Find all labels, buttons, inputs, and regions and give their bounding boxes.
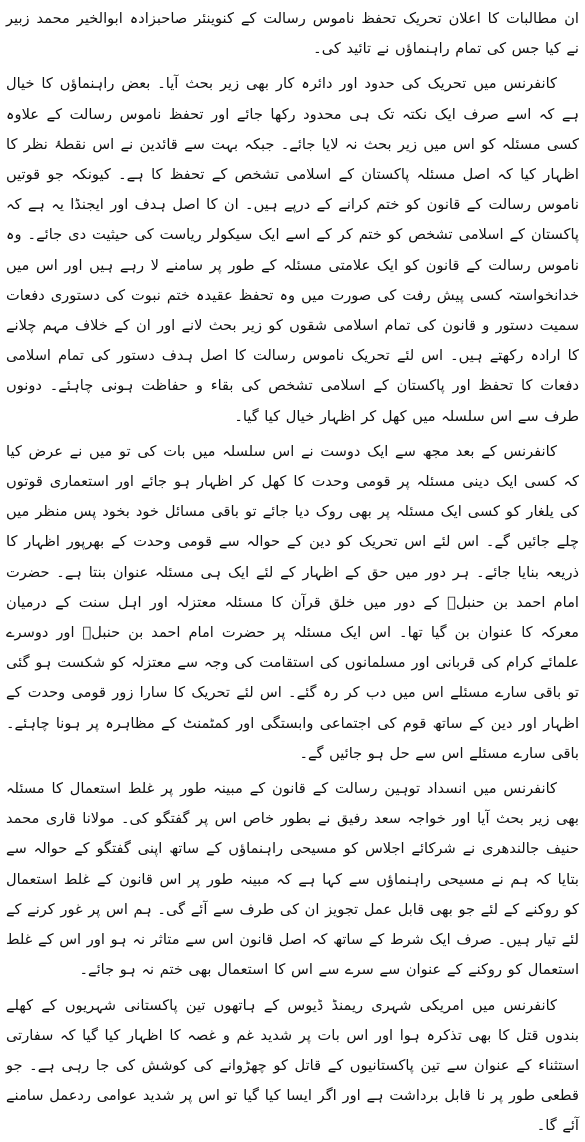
paragraph-raymond-davis: کانفرنس میں امریکی شہری ریمنڈ ڈیوس کے ہاتھوں تین پاکستانی شہریوں کے کھلے بندوں قتل کا بھی تذکرہ ہوا اور اس بات پر شدید غم و غصہ کا اظہار کیا گیا کہ سفارتی استثناء کے عنوان سے تین پاکستانیوں کے قاتل کو چھڑوانے کی کوشش کی جا رہی ہے۔ جو قطعی طور پر نا قابل برداشت ہے اور اگر ایسا کیا گیا تو اس پر شدید عوامی ردعمل سامنے آئے گا۔ <box>6 996 579 1135</box>
paragraph-law-misuse: کانفرنس میں انسداد توہین رسالت کے قانون کے مبینہ طور پر غلط استعمال کا مسئلہ بھی زیر بحث آیا اور خواجہ سعد رفیق نے بطور خاص اس پر گفتگو کی۔ مولانا قاری محمد حنیف جالندھری نے شرکائے اجلاس کو مسیحی راہنماؤں کے ساتھ اپنی گفتگو کے حوالہ سے بتایا کہ ہم نے مسیحی راہنماؤں سے کہا ہے کہ مبینہ طور پر اس قانون کے غلط استعمال کو روکنے کے لئے جو بھی قابل عمل تجویز ان کی طرف سے آئے گی۔ ہم اس پر غور کرنے کے لئے تیار ہیں۔ صرف ایک شرط کے ساتھ کہ اصل قانون اس سے متاثر نہ ہو اور اس کے غلط استعمال کو روکنے کے عنوان سے سرے سے اس کا استعمال بھی ختم نہ ہو جائے۔ <box>6 780 579 979</box>
paragraph-movement-scope: کانفرنس میں تحریک کی حدود اور دائرہ کار بھی زیر بحث آیا۔ بعض راہنماؤں کا خیال ہے کہ اسے صرف ایک نکتہ تک ہی محدود رکھا جائے اور تحفظ ناموس رسالت کے علاوہ کسی مسئلہ کو اس میں زیر بحث نہ لایا جائے۔ جبکہ بہت سے قائدین نے اس نقطۂ نظر کا اظہار کیا کہ اصل مسئلہ پاکستان کے اسلامی تشخص کے تحفظ کا ہے۔ کیونکہ جو قوتیں ناموس رسالت کے قانون کو ختم کرانے کے درپے ہیں۔ ان کا اصل ہدف اور ایجنڈا یہ ہے کہ پاکستان کے اسلامی تشخص کو ختم کر کے اسے ایک سیکولر ریاست کی حیثیت دی جائے۔ وہ ناموس رسالت کے قانون کو ایک علامتی مسئلہ کے طور پر سامنے لا رہے ہیں اور اس میں خدانخواستہ کسی پیش رفت کی صورت میں وہ تحفظ عقیدہ ختم نبوت کی دستوری دفعات سمیت دستور و قانون کی تمام اسلامی شقوں کو زیر بحث لانے اور ان کے خلاف مہم چلانے کا ارادہ رکھتے ہیں۔ اس لئے تحریک ناموس رسالت کا اصل ہدف دستور کی تمام اسلامی دفعات کا تحفظ اور پاکستان کے اسلامی تشخص کی بقاء و حفاظت ہونی چاہئے۔ دونوں طرف سے اس سلسلہ میں کھل کر اظہار خیال کیا گیا۔ <box>6 75 579 425</box>
paragraph-national-unity: کانفرنس کے بعد مجھ سے ایک دوست نے اس سلسلہ میں بات کی تو میں نے عرض کیا کہ کسی ایک دینی مسئلہ پر قومی وحدت کا کھل کر اظہار ہو جائے اور استعماری قوتوں کی یلغار کو کسی ایک مسئلہ پر بھی روک دیا جائے تو باقی مسائل خود بخود پس منظر میں چلے جائیں گے۔ اس لئے اس تحریک کو دین کے حوالہ سے قومی وحدت کے بھرپور اظہار کا ذریعہ بنایا جائے۔ ہر دور میں حق کے اظہار کے لئے ایک ہی مسئلہ عنوان بنتا ہے۔ حضرت امام احمد بن حنبلؒ کے دور میں خلق قرآن کا مسئلہ معتزلہ اور اہل سنت کے درمیان معرکہ کا عنوان بن گیا تھا۔ اس ایک مسئلہ پر حضرت امام احمد بن حنبلؒ اور دوسرے علمائے کرام کی قربانی اور مسلمانوں کی استقامت کی وجہ سے معتزلہ کو شکست ہو گئی تو باقی سارے مسئلے اس میں دب کر رہ گئے۔ اس لئے تحریک کا سارا زور قومی وحدت کے اظہار اور دین کے ساتھ قوم کی اجتماعی وابستگی اور کمٹمنٹ کے مظاہرہ پر ہونا چاہئے۔ باقی سارے مسئلے اس سے حل ہو جائیں گے۔ <box>6 442 579 762</box>
paragraph-demands-announcement: ان مطالبات کا اعلان تحریک تحفظ ناموس رسالت کے کنوینئر صاحبزادہ ابوالخیر محمد زبیر نے کیا جس کی تمام راہنماؤں نے تائید کی۔ <box>6 10 579 58</box>
